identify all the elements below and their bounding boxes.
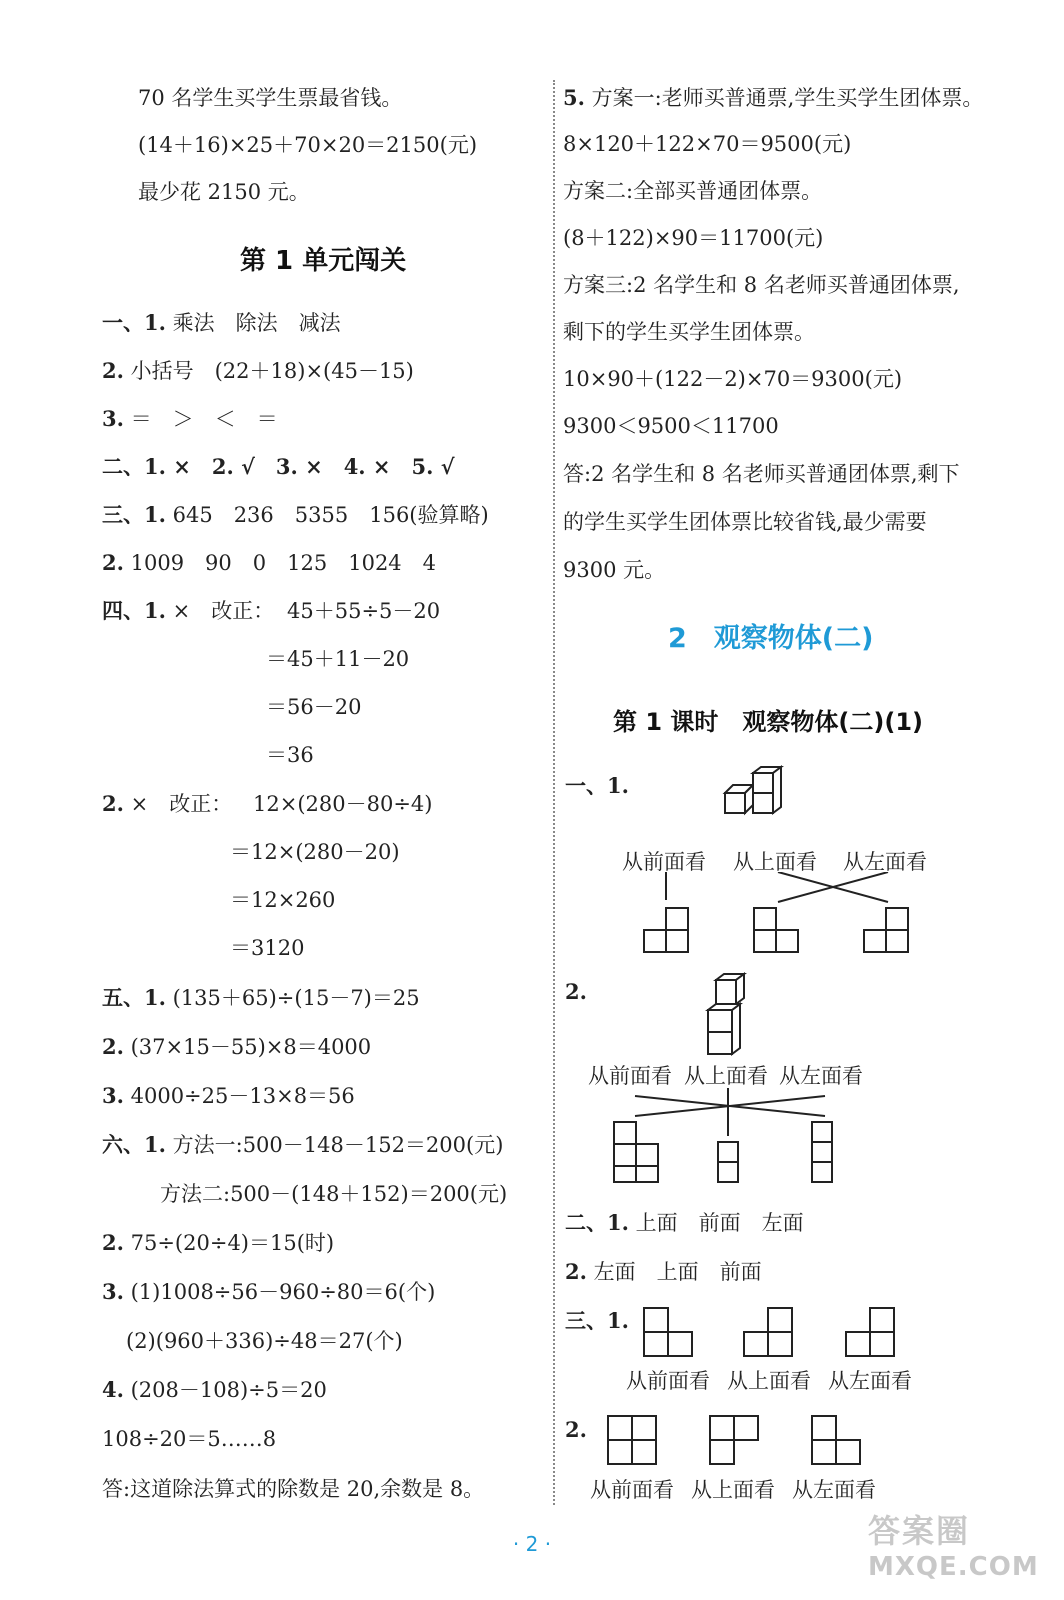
item-number: 2. bbox=[102, 1034, 124, 1059]
item-number: 2. bbox=[565, 979, 587, 1004]
answer-line: 方法二:500－(148＋152)＝200(元) bbox=[160, 1182, 508, 1206]
view-label: 从前面看 bbox=[626, 1369, 710, 1393]
view-label: 从上面看 bbox=[691, 1478, 775, 1502]
answer-line bbox=[102, 1229, 334, 1257]
answer-text: 1009 90 0 125 1024 4 bbox=[123, 551, 437, 575]
answer-line bbox=[102, 790, 232, 818]
matching-lines bbox=[640, 872, 920, 956]
answer-line bbox=[102, 357, 414, 385]
answer-line bbox=[102, 405, 278, 433]
view-label: 从上面看 bbox=[727, 1369, 811, 1393]
answer-line: 108÷20＝5……8 bbox=[102, 1427, 277, 1451]
watermark-url: MXQE.COM bbox=[868, 1552, 1039, 1582]
item-number: 2. bbox=[565, 1417, 587, 1442]
answer-line: 方案二:全部买普通团体票。 bbox=[563, 179, 823, 203]
answer-text: (1)1008÷56－960÷80＝6(个) bbox=[123, 1280, 436, 1304]
answer-text: 4000÷25－13×8＝56 bbox=[123, 1084, 355, 1108]
column-divider bbox=[553, 80, 555, 1505]
watermark-text: 答案圈 bbox=[868, 1512, 971, 1550]
text-line: 70 名学生买学生票最省钱。 bbox=[138, 86, 403, 110]
page-number: · 2 · bbox=[512, 1532, 552, 1556]
view-label: 从左面看 bbox=[828, 1369, 912, 1393]
item-number: 3. bbox=[102, 1279, 124, 1304]
view-shapes bbox=[600, 1412, 870, 1470]
answer-line bbox=[102, 1082, 355, 1110]
unit-title: 第 1 单元闯关 bbox=[240, 246, 407, 276]
item-number: 2. bbox=[565, 1259, 587, 1284]
chapter-title: 2 观察物体(二) bbox=[668, 623, 874, 654]
calc-step: 12×(280－80÷4) bbox=[253, 792, 433, 816]
answer-line bbox=[102, 549, 436, 577]
cube-stack-figure bbox=[715, 765, 795, 837]
answer-line: 二、1. × 2. √ 3. × 4. × 5. √ bbox=[102, 454, 455, 479]
item-number: 三、1. bbox=[565, 1308, 629, 1333]
answer-text: × 改正： bbox=[123, 792, 233, 816]
view-label: 从左面看 bbox=[792, 1478, 876, 1502]
item-number: 三、1. bbox=[102, 502, 166, 527]
answer-line: 答:2 名学生和 8 名老师买普通团体票,剩下 bbox=[563, 462, 960, 486]
view-label: 从上面看 bbox=[733, 850, 817, 874]
answer-line bbox=[102, 1033, 371, 1061]
calc-step: ＝12×(280－20) bbox=[230, 840, 400, 864]
view-label: 从前面看 bbox=[590, 1478, 674, 1502]
view-label: 从前面看 bbox=[588, 1064, 672, 1088]
watermark-logo bbox=[868, 1506, 1038, 1586]
answer-text: 小括号 (22＋18)×(45－15) bbox=[123, 359, 414, 383]
answer-line: 8×120＋122×70＝9500(元) bbox=[563, 132, 852, 156]
item-number: 五、1. bbox=[102, 985, 166, 1010]
calc-step: ＝12×260 bbox=[230, 888, 336, 912]
answer-line bbox=[565, 1209, 804, 1237]
item-number: 2. bbox=[102, 1230, 124, 1255]
view-label: 从左面看 bbox=[843, 850, 927, 874]
answer-line: 9300 元。 bbox=[563, 558, 666, 582]
answer-line bbox=[102, 309, 341, 337]
answer-line: 剩下的学生买学生团体票。 bbox=[563, 320, 815, 344]
calc-step: ＝56－20 bbox=[266, 695, 362, 719]
item-number: 5. bbox=[563, 85, 585, 110]
view-shapes bbox=[640, 1304, 910, 1360]
item-number: 2. bbox=[102, 358, 124, 383]
answer-line bbox=[102, 1278, 435, 1306]
answer-line bbox=[102, 984, 420, 1012]
answer-text: (208－108)÷5＝20 bbox=[123, 1378, 327, 1402]
answer-line bbox=[102, 1131, 503, 1159]
view-label: 从前面看 bbox=[622, 850, 706, 874]
answer-text: × 改正： bbox=[165, 599, 275, 623]
view-label: 从上面看 bbox=[684, 1064, 768, 1088]
answer-line bbox=[102, 1376, 327, 1404]
text-line: (14＋16)×25＋70×20＝2150(元) bbox=[138, 133, 478, 157]
answer-text: 上面 前面 左面 bbox=[628, 1211, 804, 1235]
item-number: 六、1. bbox=[102, 1132, 166, 1157]
cube-tower-figure bbox=[700, 970, 756, 1060]
item-number: 3. bbox=[102, 1083, 124, 1108]
calc-step: ＝3120 bbox=[230, 936, 305, 960]
answer-line: 9300＜9500＜11700 bbox=[563, 414, 779, 438]
calc-step: 45＋55÷5－20 bbox=[287, 599, 441, 623]
item-number: 4. bbox=[102, 1377, 124, 1402]
answer-line bbox=[102, 501, 489, 529]
answer-text: ＝ ＞ ＜ ＝ bbox=[123, 407, 278, 431]
item-number: 一、1. bbox=[565, 773, 629, 798]
answer-line: 10×90＋(122－2)×70＝9300(元) bbox=[563, 367, 903, 391]
item-number: 二、1. bbox=[565, 1210, 629, 1235]
answer-line bbox=[102, 597, 274, 625]
lesson-title: 第 1 课时 观察物体(二)(1) bbox=[613, 708, 923, 736]
answer-text: 左面 上面 前面 bbox=[586, 1260, 762, 1284]
calc-step: ＝36 bbox=[266, 743, 314, 767]
text-line: 最少花 2150 元。 bbox=[138, 180, 310, 204]
item-number: 3. bbox=[102, 406, 124, 431]
item-number: 2. bbox=[102, 791, 124, 816]
answer-line: 的学生买学生团体票比较省钱,最少需要 bbox=[563, 510, 927, 534]
answer-text: (37×15－55)×8＝4000 bbox=[123, 1035, 372, 1059]
answer-text: 乘法 除法 减法 bbox=[165, 311, 341, 335]
answer-text: 方案一:老师买普通票,学生买学生团体票。 bbox=[584, 86, 984, 110]
answer-line: (8＋122)×90＝11700(元) bbox=[563, 226, 824, 250]
view-label: 从左面看 bbox=[779, 1064, 863, 1088]
answer-text: (135＋65)÷(15－7)＝25 bbox=[165, 986, 420, 1010]
item-number: 2. bbox=[102, 550, 124, 575]
matching-lines bbox=[600, 1088, 860, 1188]
answer-line: (2)(960＋336)÷48＝27(个) bbox=[126, 1329, 403, 1353]
answer-line: 答:这道除法算式的除数是 20,余数是 8。 bbox=[102, 1477, 485, 1501]
answer-text: 645 236 5355 156(验算略) bbox=[165, 503, 489, 527]
answer-line bbox=[563, 84, 983, 112]
answer-line: 方案三:2 名学生和 8 名老师买普通团体票, bbox=[563, 273, 960, 297]
item-number: 一、1. bbox=[102, 310, 166, 335]
answer-text: 75÷(20÷4)＝15(时) bbox=[123, 1231, 335, 1255]
calc-step: ＝45＋11－20 bbox=[266, 647, 410, 671]
answer-text: 方法一:500－148－152＝200(元) bbox=[165, 1133, 504, 1157]
answer-line bbox=[565, 1258, 762, 1286]
item-number: 四、1. bbox=[102, 598, 166, 623]
